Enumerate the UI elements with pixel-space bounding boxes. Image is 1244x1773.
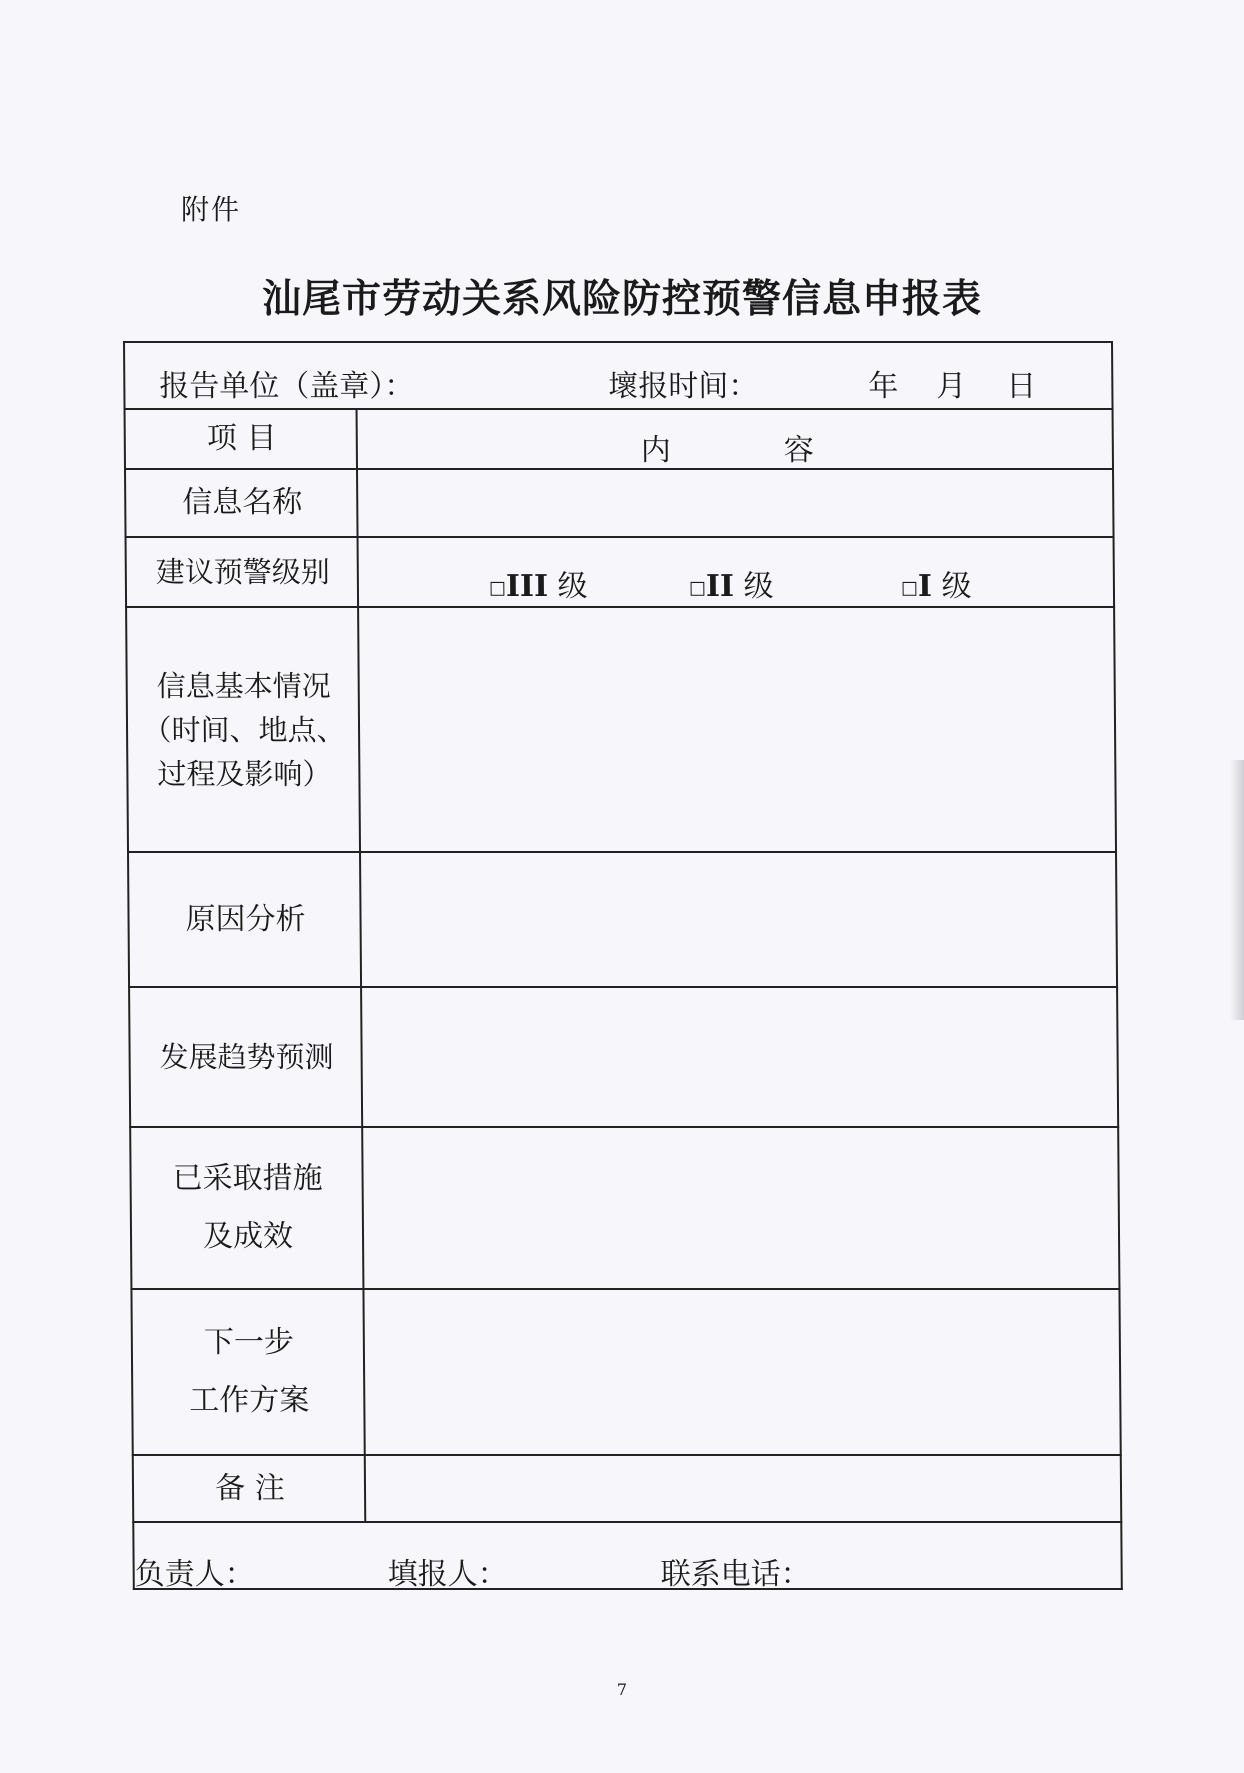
level-roman: I bbox=[917, 569, 933, 604]
row-label-info-name bbox=[126, 470, 359, 536]
remarks-text: 备 注 bbox=[215, 1470, 285, 1506]
filler-label: 填报人： bbox=[387, 1557, 508, 1592]
warning-level-text: 建议预警级别 bbox=[155, 555, 330, 589]
next-steps-line-2: 工作方案 bbox=[189, 1383, 310, 1418]
measures-line-2: 及成效 bbox=[202, 1219, 294, 1254]
phone-label: 联系电话： bbox=[660, 1557, 811, 1592]
item-column-heading bbox=[126, 410, 358, 468]
level-option-i[interactable] bbox=[901, 561, 972, 605]
level-option-ii[interactable] bbox=[689, 561, 774, 605]
day-label: 日 bbox=[1006, 369, 1037, 404]
header-row bbox=[123, 341, 1114, 410]
trend-text: 发展趋势预测 bbox=[159, 1040, 334, 1074]
info-name-text: 信息名称 bbox=[182, 485, 303, 520]
level-roman: II bbox=[705, 569, 735, 604]
next-steps-line-1: 下一步 bbox=[203, 1325, 295, 1360]
level-suffix: 级 bbox=[931, 569, 972, 604]
month-label: 月 bbox=[936, 369, 967, 404]
table-border-right bbox=[1111, 341, 1123, 1590]
level-option-iii[interactable] bbox=[489, 561, 588, 605]
table-border-bottom bbox=[133, 1588, 1123, 1590]
form-title: 汕尾市劳动关系风险防控预警信息申报表 bbox=[261, 276, 982, 322]
basic-info-line-1: 信息基本情况 bbox=[156, 668, 331, 703]
measures-line-1: 已采取措施 bbox=[172, 1161, 323, 1196]
row-label-warning-level bbox=[127, 538, 360, 606]
basic-info-line-3: 过程及影响） bbox=[157, 756, 332, 791]
page-number: 7 bbox=[616, 1680, 628, 1699]
person-in-charge-label: 负责人： bbox=[134, 1557, 255, 1592]
row-label-cause bbox=[129, 853, 362, 986]
row-label-trend bbox=[130, 988, 363, 1126]
report-form-table bbox=[123, 341, 1123, 1590]
scan-edge-shadow bbox=[1230, 760, 1244, 1020]
content-heading-right: 容 bbox=[783, 433, 814, 468]
level-roman: III bbox=[505, 569, 549, 604]
level-suffix: 级 bbox=[547, 569, 588, 604]
row-label-remarks bbox=[134, 1456, 367, 1521]
content-heading-left: 内 bbox=[640, 433, 671, 468]
row-label-next-steps bbox=[132, 1290, 365, 1454]
row-label-measures bbox=[131, 1128, 364, 1288]
year-label: 年 bbox=[868, 369, 899, 404]
reporter-label: 报告单位（盖章）： bbox=[159, 369, 415, 404]
report-time-label: 壞报时间： bbox=[608, 369, 759, 404]
level-suffix: 级 bbox=[733, 569, 774, 604]
item-heading-text: 项 目 bbox=[206, 421, 277, 456]
attachment-label: 附件 bbox=[181, 193, 242, 226]
checkbox-icon[interactable]: □ bbox=[488, 577, 507, 599]
checkbox-icon[interactable]: □ bbox=[900, 577, 919, 599]
basic-info-line-2: （时间、地点、 bbox=[142, 712, 346, 747]
row-divider bbox=[132, 1521, 1122, 1523]
checkbox-icon[interactable]: □ bbox=[688, 577, 707, 599]
cause-text: 原因分析 bbox=[185, 901, 306, 937]
row-label-basic-info bbox=[127, 608, 361, 851]
